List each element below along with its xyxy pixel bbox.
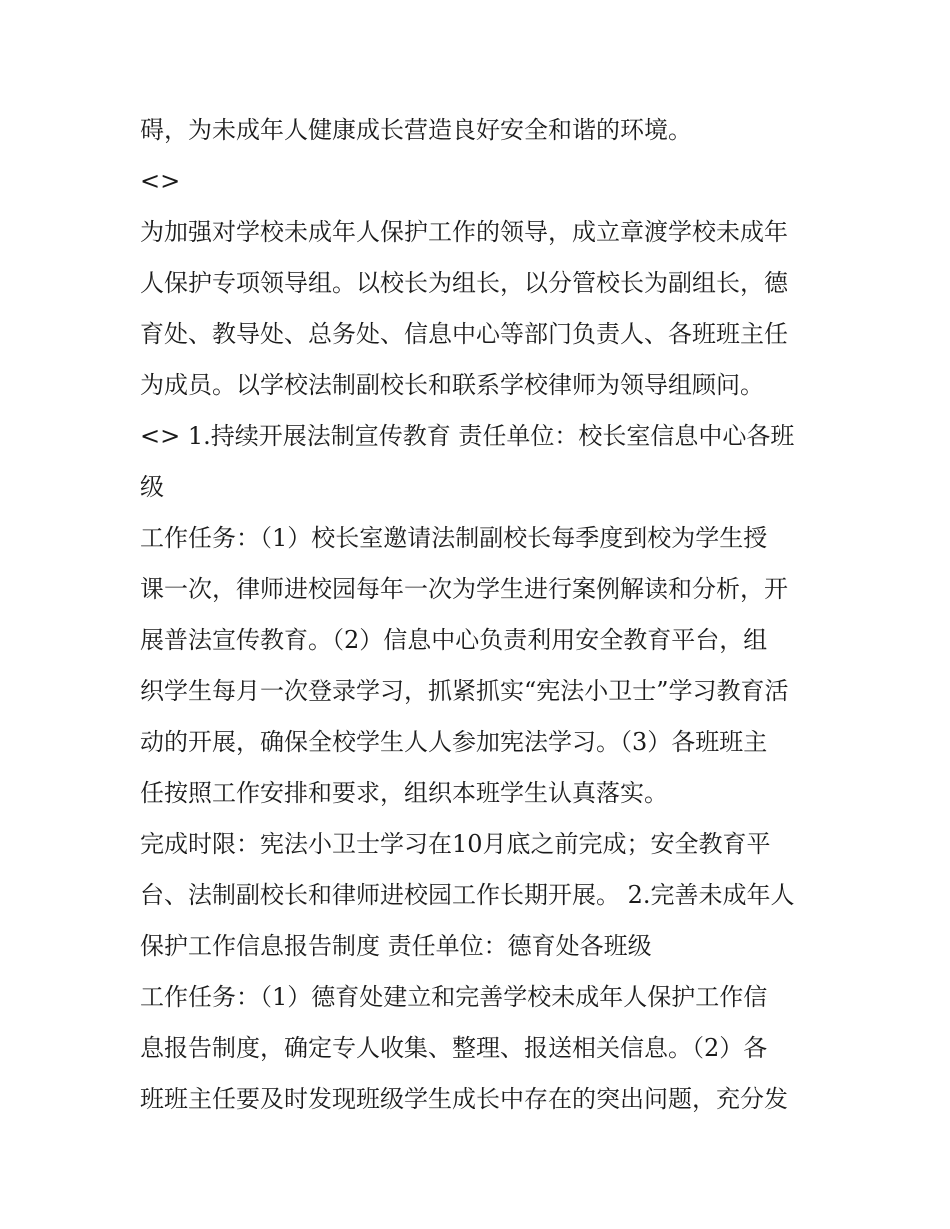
text-line: <> [140,167,181,195]
text-line: 班班主任要及时发现班级学生成长中存在的突出问题，充分发 [140,1085,788,1113]
text-line: 织学生每月一次登录学习，抓紧抓实“宪法小卫士”学习教育活 [140,677,789,705]
text-line: 任按照工作安排和要求，组织本班学生认真落实。 [140,779,668,807]
text-line: 为加强对学校未成年人保护工作的领导，成立章渡学校未成年 [140,218,788,246]
text-line: 台、法制副校长和律师进校园工作长期开展。 2.完善未成年人 [140,881,795,909]
text-line: 碍，为未成年人健康成长营造良好安全和谐的环境。 [140,116,692,144]
body-text [140,105,820,1125]
text-line: 工作任务：（1）德育处建立和完善学校未成年人保护工作信 [140,983,768,1011]
text-line: 展普法宣传教育。（2）信息中心负责利用安全教育平台，组 [140,626,768,654]
text-line: 人保护专项领导组。以校长为组长，以分管校长为副组长，德 [140,269,788,297]
text-line: <> 1.持续开展法制宣传教育 责任单位：校长室信息中心各班 [140,422,795,450]
text-line: 动的开展，确保全校学生人人参加宪法学习。（3）各班班主 [140,728,768,756]
text-line: 课一次，律师进校园每年一次为学生进行案例解读和分析，开 [140,575,788,603]
text-line: 息报告制度，确定专人收集、整理、报送相关信息。（2）各 [140,1034,768,1062]
text-line: 完成时限：宪法小卫士学习在10月底之前完成；安全教育平 [140,830,771,858]
text-line: 级 [140,473,164,501]
text-line: 工作任务：（1）校长室邀请法制副校长每季度到校为学生授 [140,524,768,552]
text-line: 为成员。以学校法制副校长和联系学校律师为领导组顾问。 [140,371,764,399]
text-line: 育处、教导处、总务处、信息中心等部门负责人、各班班主任 [140,320,788,348]
text-line: 保护工作信息报告制度 责任单位：德育处各班级 [140,932,652,960]
